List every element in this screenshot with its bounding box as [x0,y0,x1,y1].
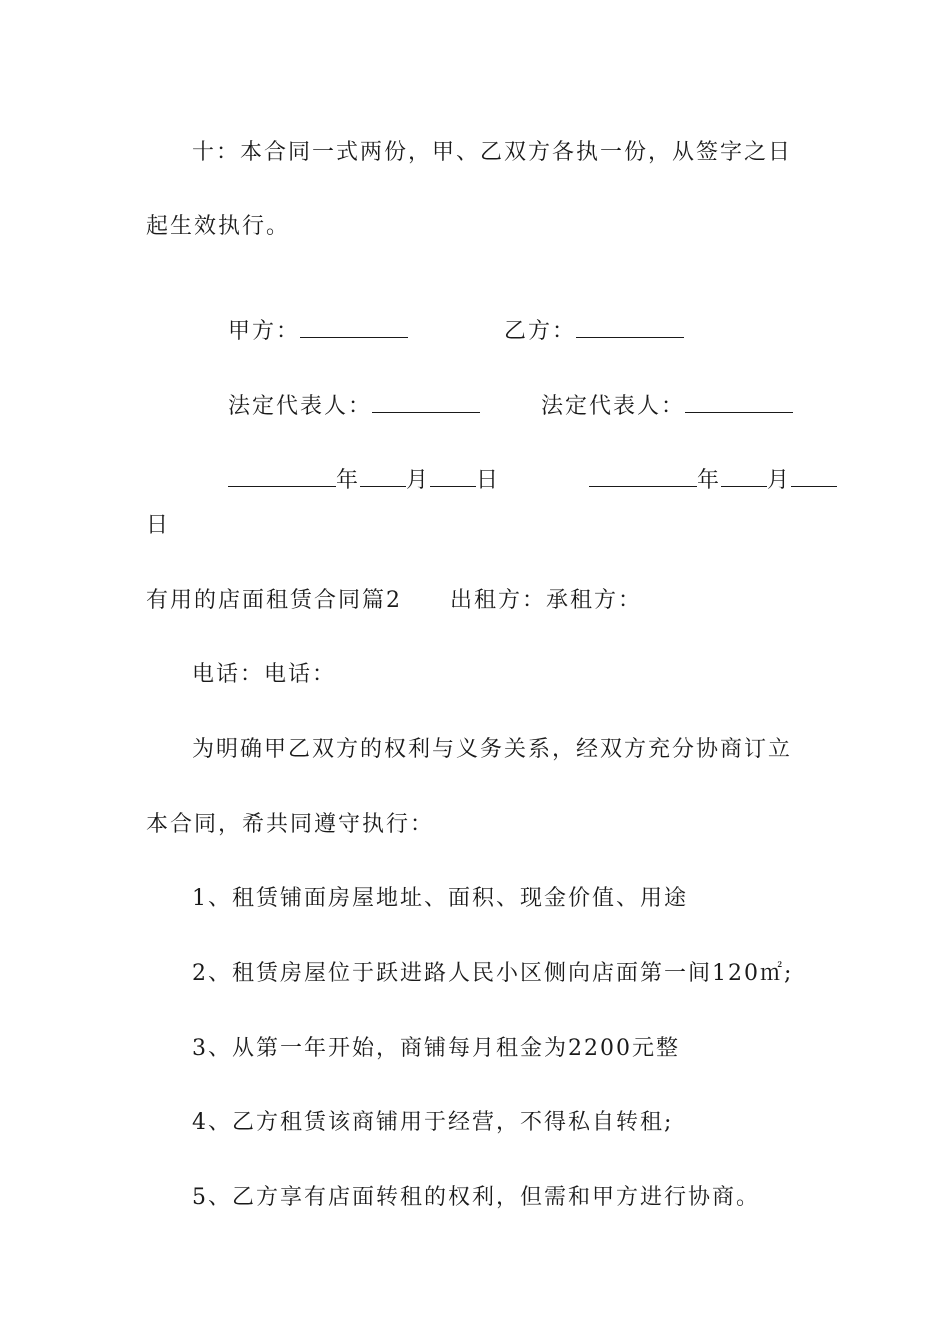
intro-line2: 本合同，希共同遵守执行： [146,812,435,837]
intro-line1: 为明确甲乙双方的权利与义务关系，经双方充分协商订立 [192,737,793,762]
item-2: 2、租赁房屋位于跃进路人民小区侧向店面第一间120㎡; [192,961,794,986]
date-b-day-wrap: 日 [146,513,171,538]
date-a-day-blank [430,466,476,487]
item-5: 5、乙方享有店面转租的权利，但需和甲方进行协商。 [192,1185,760,1210]
phone-labels: 电话：电话： [192,662,337,687]
date-a-year-blank [228,466,336,487]
date-a-year-label: 年 [335,468,360,493]
date-a-month-label: 月 [406,468,431,493]
section-title: 有用的店面租赁合同篇2 [146,588,402,613]
legal-rep-a-blank [372,392,480,413]
date-a-month-blank [360,466,406,487]
date-b-row [553,436,837,493]
party-b-blank [576,317,684,338]
date-b-month-label: 月 [767,468,792,493]
party-a-row [192,287,408,344]
item-3: 3、从第一年开始，商铺每月租金为2200元整 [192,1036,680,1061]
date-b-day-blank [791,466,837,487]
party-a-label: 甲方： [227,319,300,344]
date-b-month-blank [721,466,767,487]
legal-rep-a-row [192,362,480,419]
date-a-row [192,436,501,493]
legal-rep-b-row [505,362,793,419]
party-a-blank [300,317,408,338]
legal-rep-a-label: 法定代表人： [227,394,372,419]
item-4: 4、乙方租赁该商铺用于经营，不得私自转租; [192,1110,674,1135]
date-a-day-label: 日 [476,468,501,493]
party-b-row [468,287,684,344]
party-b-label: 乙方： [503,319,576,344]
date-b-year-blank [589,466,697,487]
legal-rep-b-blank [685,392,793,413]
date-b-year-label: 年 [696,468,721,493]
clause-10-line1: 十：本合同一式两份，甲、乙双方各执一份，从签字之日 [192,140,793,165]
clause-10-line2: 起生效执行。 [146,214,291,239]
item-1: 1、租赁铺面房屋地址、面积、现金价值、用途 [192,886,688,911]
lessor-lessee-labels: 出租方：承租方： [450,588,643,613]
legal-rep-b-label: 法定代表人： [540,394,685,419]
